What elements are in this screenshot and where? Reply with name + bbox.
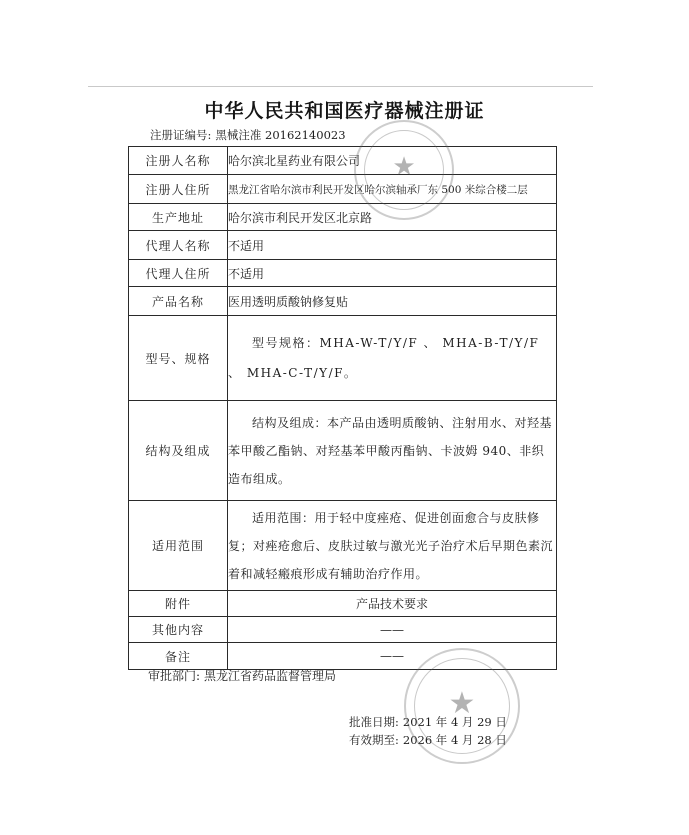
model-spec-label: 型号、规格	[129, 316, 228, 401]
attachment-label: 附件	[129, 591, 228, 617]
remarks-label: 备注	[129, 643, 228, 670]
approving-department-label: 审批部门:	[148, 669, 201, 683]
registration-table	[128, 146, 557, 670]
expiry-date-label: 有效期至:	[349, 733, 399, 747]
other-content-value: ——	[228, 617, 557, 643]
authority-seal-stamp	[404, 648, 520, 764]
page-title: 中华人民共和国医疗器械注册证	[204, 100, 485, 122]
composition-value: 结构及组成：本产品由透明质酸钠、注射用水、对羟基苯甲酸乙酯钠、对羟基苯甲酸丙酯钠、卡波姆 940、非织造布组成。	[228, 415, 553, 486]
product-name-value: 医用透明质酸钠修复贴	[228, 287, 557, 316]
top-rule	[88, 86, 593, 87]
approval-date-label: 批准日期:	[349, 715, 399, 729]
scope-label: 适用范围	[129, 501, 228, 591]
registrant-address-value: 黑龙江省哈尔滨市利民开发区哈尔滨轴承厂东 500 米综合楼二层	[228, 175, 557, 204]
table-row	[129, 204, 557, 231]
table-row	[129, 287, 557, 316]
model-spec-value: 型号规格：MHA-W-T/Y/F 、 MHA-B-T/Y/F 、 MHA-C-T/Y/F。	[228, 336, 540, 380]
registration-number	[150, 127, 350, 143]
table-row	[129, 147, 557, 175]
table-row	[129, 617, 557, 643]
remarks-value: ——	[228, 643, 557, 670]
agent-name-value: 不适用	[228, 231, 557, 260]
composition-label: 结构及组成	[129, 401, 228, 501]
product-name-label: 产品名称	[129, 287, 228, 316]
other-content-label: 其他内容	[129, 617, 228, 643]
agent-address-label: 代理人住所	[129, 260, 228, 287]
table-row	[129, 501, 557, 591]
registrant-name-value: 哈尔滨北星药业有限公司	[228, 147, 557, 175]
production-address-label: 生产地址	[129, 204, 228, 231]
table-row	[129, 175, 557, 204]
registrant-address-label: 注册人住所	[129, 175, 228, 204]
approval-date-value: 2021 年 4 月 29 日	[402, 715, 507, 729]
registration-number-label: 注册证编号:	[150, 128, 212, 142]
approving-department	[148, 667, 340, 684]
company-seal-stamp	[354, 120, 454, 220]
table-row	[129, 316, 557, 401]
agent-name-label: 代理人名称	[129, 231, 228, 260]
table-row	[129, 231, 557, 260]
table-row	[129, 260, 557, 287]
approving-department-value: 黑龙江省药品监督管理局	[204, 669, 337, 683]
agent-address-value: 不适用	[228, 260, 557, 287]
production-address-value: 哈尔滨市利民开发区北京路	[228, 204, 557, 231]
registration-number-value: 黑械注准 20162140023	[215, 128, 346, 142]
table-row	[129, 591, 557, 617]
attachment-value: 产品技术要求	[228, 591, 557, 617]
star-icon: ★	[448, 686, 476, 721]
table-row	[129, 401, 557, 501]
expiry-date-value: 2026 年 4 月 28 日	[402, 733, 507, 747]
star-icon: ★	[392, 152, 416, 182]
registrant-name-label: 注册人名称	[129, 147, 228, 175]
scope-value: 适用范围：用于轻中度痤疮、促进创面愈合与皮肤修复；对痤疮愈后、皮肤过敏与激光光子治疗术后早期色素沉着和减轻瘢痕形成有辅助治疗作用。	[228, 510, 554, 581]
